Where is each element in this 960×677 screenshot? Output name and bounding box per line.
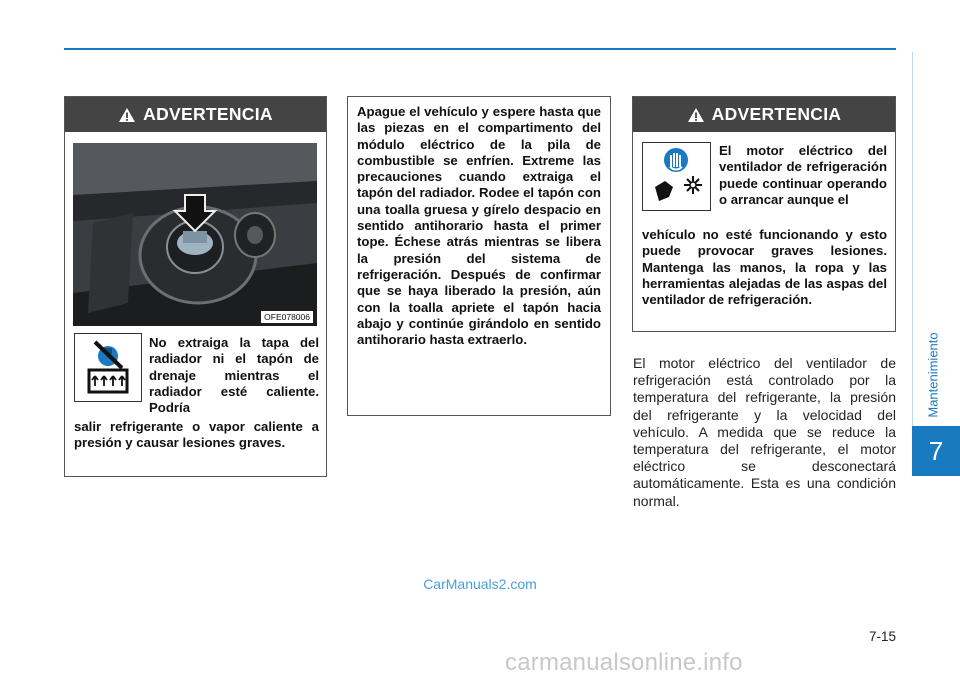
photo-code-label: OFE078006 xyxy=(261,311,313,323)
warning-text-first: No extraiga la tapa del radiador ni el tapón de drenaje mientras el radiador esté caliente. Podría xyxy=(149,335,319,416)
warning-box-radiator xyxy=(64,96,327,477)
footer-watermark: carmanualsonline.info xyxy=(505,648,743,676)
warning-text-rest: salir refrigerante o vapor caliente a presión y causar lesiones graves. xyxy=(74,419,319,451)
warning-triangle-icon xyxy=(687,107,705,123)
warning-header: ADVERTENCIA xyxy=(633,97,895,132)
radiator-cap-photo xyxy=(73,143,317,326)
chapter-tab[interactable]: 7 xyxy=(912,426,960,476)
warning-header: ADVERTENCIA xyxy=(65,97,326,132)
hot-radiator-warning-icon xyxy=(74,333,142,402)
cooling-fan-body-text: El motor eléctrico del ventilador de refrigeración está controlado por la temperatura del refrigerante, la presión del refrigerante y la velocidad del vehículo. A medida que se reduce la temperatura del refrigerante, el motor eléctrico se desconectará automáticamente. Esta es una condición normal. xyxy=(633,355,896,509)
header-rule xyxy=(64,48,896,50)
warning-triangle-icon xyxy=(118,107,136,123)
caution-box-radiator-cap: Apague el vehículo y espere hasta que las piezas en el compartimento del módulo eléctrico de la pila de combustible se enfríen. Extreme las precauciones cuando extraiga el tapón del radiador. Rodee el tapón con una toalla gruesa y gírelo despacio en sentido antihorario hasta el primer tope. Échese atrás mientras se libera la presión del sistema de refrigeración. Después de confirmar que se haya liberado la presión, aún con la toalla apriete el tapón hacia abajo y continúe girándolo en sentido antihorario hasta extraerlo. xyxy=(347,96,611,416)
warning-text-first: El motor eléctrico del ventilador de refrigeración puede continuar operando o arrancar aunque el xyxy=(719,143,887,207)
warning-text-rest: vehículo no esté funcionando y esto puede provocar graves lesiones. Mantenga las manos, la ropa y las herramientas alejadas de las aspas del ventilador de refrigeración. xyxy=(642,227,887,308)
page-number: 7-15 xyxy=(868,629,896,644)
watermark-link[interactable]: CarManuals2.com xyxy=(423,576,537,592)
section-side-label: Mantenimiento xyxy=(925,332,941,418)
fan-hazard-icon xyxy=(642,142,711,211)
warning-box-cooling-fan xyxy=(632,96,896,332)
